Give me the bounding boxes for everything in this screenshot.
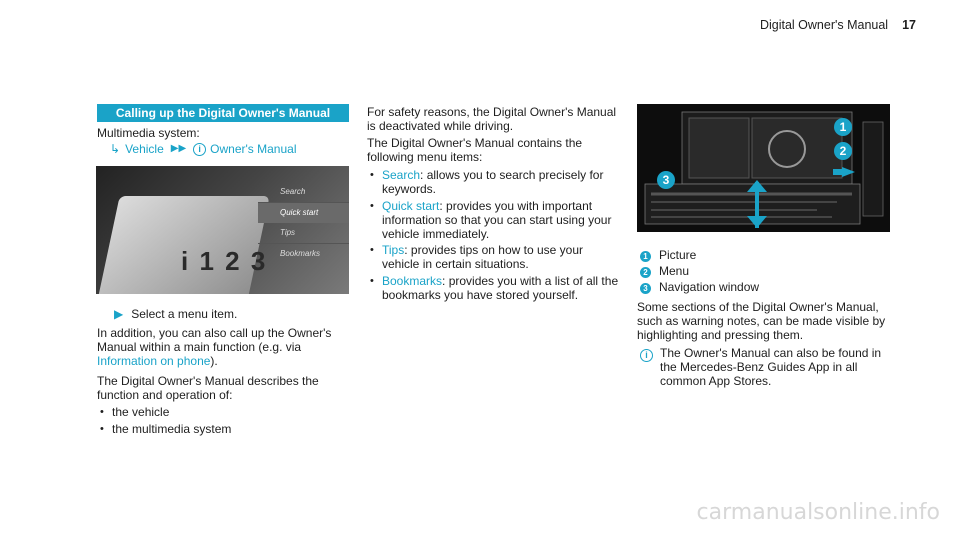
- bookmarks-desc: : provides you with a list of all the bookmarks you have stored yourself.: [382, 274, 619, 302]
- left-para-2: The Digital Owner's Manual describes the function and operation of:: [97, 374, 319, 402]
- multimedia-screen-image: [96, 166, 349, 294]
- menu-item-tips: • Tips: provides tips on how to use your vehicle in certain situations.: [370, 243, 583, 271]
- section-title: Calling up the Digital Owner's Manual: [97, 104, 349, 122]
- watermark: carmanualsonline.info: [696, 500, 940, 525]
- manual-logo: i 1 2 3: [181, 246, 268, 276]
- figure-badge-menu: 2: [834, 142, 852, 160]
- page-number: 17: [902, 18, 916, 32]
- mid-para-1: For safety reasons, the Digital Owner's Manual is deactivated while driving.: [367, 105, 617, 133]
- path-double-arrow-icon: ▶▶: [170, 143, 187, 154]
- legend-badge: 3: [640, 283, 651, 294]
- legend-item: [640, 248, 696, 262]
- search-link[interactable]: Search: [382, 168, 421, 182]
- figure-badge-navigation: 3: [657, 171, 675, 189]
- header-title: Digital Owner's Manual: [759, 18, 889, 32]
- info-note: [640, 346, 890, 388]
- manual-screen-figure: [637, 104, 890, 232]
- path-vehicle-link[interactable]: Vehicle: [125, 142, 164, 156]
- bullet-text: the multimedia system: [112, 422, 232, 436]
- screen-menu-quick-start: Quick start: [258, 203, 349, 223]
- path-owners-link[interactable]: Owner's Manual: [210, 142, 297, 156]
- legend-item: [640, 280, 759, 294]
- left-para-1: [97, 326, 352, 368]
- step-arrow-icon: ▶: [114, 307, 124, 321]
- note-text: The Owner's Manual can also be found in the Mercedes-Benz Guides App in all common App Stores.: [660, 346, 882, 388]
- search-desc: : allows you to search precisely for keywords.: [382, 168, 604, 196]
- tips-link[interactable]: Tips: [382, 243, 405, 257]
- figure-illustration: [637, 104, 890, 232]
- figure-badge-picture: 1: [834, 118, 852, 136]
- step-text: Select a menu item.: [131, 307, 238, 321]
- bookmarks-link[interactable]: Bookmarks: [382, 274, 443, 288]
- legend-text: Picture: [659, 248, 697, 262]
- legend-text: Menu: [659, 264, 690, 278]
- tips-desc: : provides tips on how to use your vehicle in certain situations.: [382, 243, 583, 271]
- information-on-phone-link[interactable]: Information on phone: [97, 354, 211, 368]
- bullet-item: • the vehicle: [100, 405, 170, 419]
- screen-menu-tips: Tips: [258, 223, 349, 244]
- info-icon: i: [193, 143, 206, 156]
- legend-text: Navigation window: [659, 280, 760, 294]
- path-label: Multimedia system:: [97, 126, 200, 140]
- screen-panel: [96, 196, 269, 294]
- legend-badge: 2: [640, 267, 651, 278]
- bullet-text: the vehicle: [112, 405, 170, 419]
- menu-path: [110, 142, 296, 156]
- menu-item-bookmarks: • Bookmarks: provides you with a list of all the bookmarks you have stored yourself.: [370, 274, 619, 302]
- quick-start-desc: : provides you with important information so that you can start using your vehicle immediately.: [382, 199, 612, 241]
- right-para: Some sections of the Digital Owner's Manual, such as warning notes, can be made visible by highlighting and pressing them.: [637, 300, 886, 342]
- page-header: [760, 18, 916, 32]
- screen-menu-search: Search: [258, 182, 349, 203]
- note-info-icon: i: [640, 349, 653, 362]
- bullet-item: • the multimedia system: [100, 422, 232, 436]
- para1-text: In addition, you can also call up the Owner's Manual within a main function (e.g. via: [97, 326, 332, 354]
- legend-item: [640, 264, 689, 278]
- screen-menu: [258, 182, 349, 268]
- screen-menu-bookmarks: Bookmarks: [280, 249, 321, 258]
- mid-para-2: The Digital Owner's Manual contains the following menu items:: [367, 136, 583, 164]
- path-arrow-icon: ↳: [110, 142, 121, 156]
- menu-item-search: • Search: allows you to search precisely for keywords.: [370, 168, 604, 196]
- legend-badge: 1: [640, 251, 651, 262]
- step-instruction: [114, 307, 237, 321]
- menu-item-quick-start: • Quick start: provides you with important information so that you can start using your vehicle immediately.: [370, 199, 612, 241]
- quick-start-link[interactable]: Quick start: [382, 199, 440, 213]
- para1-end: ).: [210, 354, 218, 368]
